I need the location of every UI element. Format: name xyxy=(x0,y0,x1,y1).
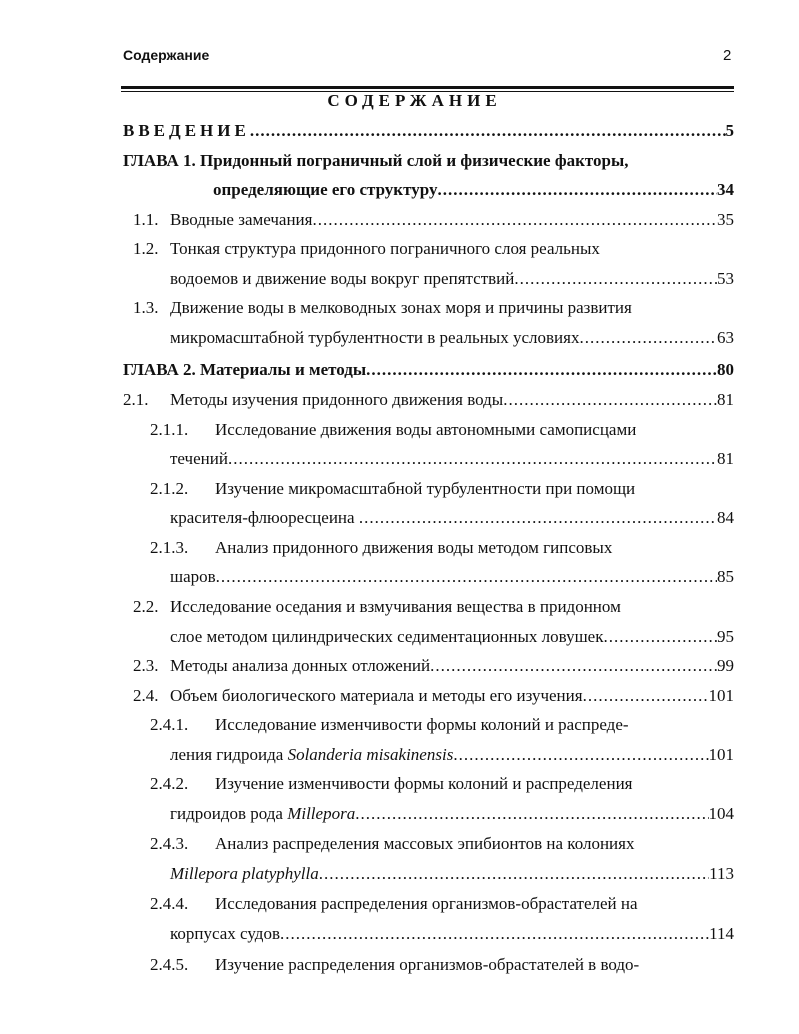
entry-page-number: 101 xyxy=(708,745,734,764)
entry-title: Исследование оседания и взмучивания вещества в придонном xyxy=(170,597,621,616)
section-number: 2.3. xyxy=(133,656,159,675)
entry-page-number: 53 xyxy=(717,269,734,288)
entry-title: Тонкая структура придонного пограничного слоя реальных xyxy=(170,239,600,258)
entry-title: красителя-флюоресцеина xyxy=(170,508,359,527)
entry-body xyxy=(170,238,734,260)
toc-entry xyxy=(0,448,734,470)
section-number: 2.4.4. xyxy=(150,894,189,913)
entry-body xyxy=(170,626,734,648)
entry-body xyxy=(170,655,734,677)
entry-body xyxy=(123,120,734,142)
entry-title: Анализ распределения массовых эпибионтов на колониях xyxy=(215,834,635,853)
entry-title: течений xyxy=(170,449,228,468)
entry-title: ВВЕДЕНИЕ xyxy=(123,121,250,140)
toc-entry xyxy=(0,327,734,349)
entry-page-number: 113 xyxy=(709,864,734,883)
toc-entry xyxy=(0,179,734,201)
entry-body xyxy=(213,179,734,201)
entry-title: ления гидроида xyxy=(170,745,288,764)
entry-body xyxy=(215,954,734,976)
dot-leader xyxy=(366,359,717,381)
entry-body xyxy=(170,268,734,290)
toc-entry xyxy=(0,507,734,529)
entry-body xyxy=(170,685,734,707)
entry-title: ГЛАВА 2. Материалы и методы xyxy=(123,360,367,379)
toc-entry-line xyxy=(0,893,734,915)
entry-title: гидроидов рода xyxy=(170,804,288,823)
entry-title: Движение воды в мелководных зонах моря и причины развития xyxy=(170,298,632,317)
toc-entry xyxy=(0,744,734,766)
entry-body xyxy=(215,893,734,915)
entry-title: водоемов и движение воды вокруг препятствий xyxy=(170,269,515,288)
entry-page-number: 85 xyxy=(717,567,734,586)
entry-page-number: 95 xyxy=(717,627,734,646)
entry-title: Исследование движения воды автономными самописцами xyxy=(215,420,637,439)
header-rule-thick xyxy=(121,86,734,89)
entry-page-number: 104 xyxy=(708,804,734,823)
toc-entry-line xyxy=(0,596,734,618)
entry-body xyxy=(170,744,734,766)
entry-page-number: 84 xyxy=(717,508,734,527)
toc-entry xyxy=(0,389,734,411)
toc-entry xyxy=(0,359,734,381)
entry-body xyxy=(170,923,734,945)
entry-body xyxy=(215,833,734,855)
toc-entry xyxy=(0,626,734,648)
section-number: 2.4.3. xyxy=(150,834,189,853)
entry-body xyxy=(170,566,734,588)
dot-leader xyxy=(603,626,717,648)
entry-page-number: 63 xyxy=(717,328,734,347)
entry-title: Изучение изменчивости формы колоний и распределения xyxy=(215,774,633,793)
entry-body xyxy=(123,359,734,381)
entry-title: Изучение микромасштабной турбулентности при помощи xyxy=(215,479,636,498)
entry-body xyxy=(170,863,734,885)
toc-entry-line xyxy=(0,419,734,441)
entry-title: Изучение распределения организмов-обрастателей в водо- xyxy=(215,955,640,974)
dot-leader xyxy=(583,685,709,707)
toc-entry xyxy=(0,685,734,707)
entry-body xyxy=(170,389,734,411)
entry-title: Методы изучения придонного движения воды xyxy=(170,390,504,409)
dot-leader xyxy=(503,389,717,411)
entry-body xyxy=(170,507,734,529)
toc-entry-line xyxy=(0,478,734,500)
dot-leader xyxy=(430,655,717,677)
toc-entry-line xyxy=(0,297,734,319)
entry-title-italic: Solanderia misakinensis xyxy=(287,745,454,764)
dot-leader xyxy=(280,923,709,945)
entry-body xyxy=(123,150,734,172)
entry-body xyxy=(215,773,734,795)
toc-entry xyxy=(0,803,734,825)
entry-title: Исследование изменчивости формы колоний и распреде- xyxy=(215,715,629,734)
toc-entry xyxy=(0,209,734,231)
entry-title: шаров xyxy=(170,567,216,586)
entry-title: определяющие его структуру xyxy=(213,180,438,199)
entry-page-number: 81 xyxy=(717,390,734,409)
section-number: 2.1. xyxy=(123,390,149,409)
toc-entry-line xyxy=(0,833,734,855)
entry-page-number: 99 xyxy=(717,656,734,675)
toc-entry-line xyxy=(0,954,734,976)
entry-page-number: 35 xyxy=(717,210,734,229)
entry-page-number: 34 xyxy=(717,180,734,199)
toc-entry xyxy=(0,655,734,677)
dot-leader xyxy=(228,448,717,470)
entry-body xyxy=(170,448,734,470)
section-number: 2.4.1. xyxy=(150,715,189,734)
toc-entry-line xyxy=(0,238,734,260)
page-number: 2 xyxy=(723,47,732,64)
dot-leader xyxy=(216,566,717,588)
entry-body xyxy=(170,803,734,825)
dot-leader xyxy=(514,268,717,290)
toc-entry xyxy=(0,120,734,142)
section-number: 1.3. xyxy=(133,298,159,317)
entry-body xyxy=(215,537,734,559)
entry-title: Исследования распределения организмов-обрастателей на xyxy=(215,894,638,913)
entry-page-number: 5 xyxy=(725,121,734,140)
section-number: 2.4. xyxy=(133,686,159,705)
section-number: 2.2. xyxy=(133,597,159,616)
entry-page-number: 80 xyxy=(717,360,734,379)
entry-page-number: 81 xyxy=(717,449,734,468)
entry-title: микромасштабной турбулентности в реальных условиях xyxy=(170,328,580,347)
dot-leader xyxy=(355,803,708,825)
section-number: 2.1.3. xyxy=(150,538,189,557)
entry-title: корпусах судов xyxy=(170,924,280,943)
toc-entry xyxy=(0,863,734,885)
dot-leader xyxy=(250,120,726,142)
entry-body xyxy=(170,209,734,231)
toc-entry xyxy=(0,923,734,945)
dot-leader xyxy=(453,744,708,766)
entry-title: слое методом цилиндрических седиментационных ловушек xyxy=(170,627,604,646)
entry-title: Методы анализа донных отложений xyxy=(170,656,431,675)
section-number: 1.1. xyxy=(133,210,159,229)
entry-body xyxy=(170,596,734,618)
entry-page-number: 101 xyxy=(708,686,734,705)
entry-body xyxy=(215,714,734,736)
entry-title: Объем биологического материала и методы его изучения xyxy=(170,686,583,705)
entry-title: Анализ придонного движения воды методом гипсовых xyxy=(215,538,613,557)
entry-body xyxy=(215,478,734,500)
section-number: 2.1.2. xyxy=(150,479,189,498)
entry-page-number: 114 xyxy=(709,924,734,943)
entry-title: Вводные замечания xyxy=(170,210,313,229)
toc-entry xyxy=(0,566,734,588)
dot-leader xyxy=(437,179,717,201)
entry-title-italic: Millepora platyphylla xyxy=(170,864,319,883)
toc-entry-line xyxy=(0,773,734,795)
entry-body xyxy=(170,327,734,349)
toc-entry-line xyxy=(0,150,734,172)
entry-body xyxy=(215,419,734,441)
dot-leader xyxy=(359,507,717,529)
section-number: 2.4.2. xyxy=(150,774,189,793)
toc-entry xyxy=(0,268,734,290)
dot-leader xyxy=(579,327,717,349)
toc-title: СОДЕРЖАНИЕ xyxy=(327,91,502,110)
running-header-title: Содержание xyxy=(123,47,210,63)
toc-entry-line xyxy=(0,714,734,736)
section-number: 2.4.5. xyxy=(150,955,189,974)
entry-title-italic: Millepora xyxy=(287,804,356,823)
entry-title: ГЛАВА 1. Придонный пограничный слой и физические факторы, xyxy=(123,151,629,170)
dot-leader xyxy=(319,863,709,885)
section-number: 1.2. xyxy=(133,239,159,258)
entry-body xyxy=(170,297,734,319)
toc-entry-line xyxy=(0,537,734,559)
section-number: 2.1.1. xyxy=(150,420,189,439)
dot-leader xyxy=(312,209,717,231)
